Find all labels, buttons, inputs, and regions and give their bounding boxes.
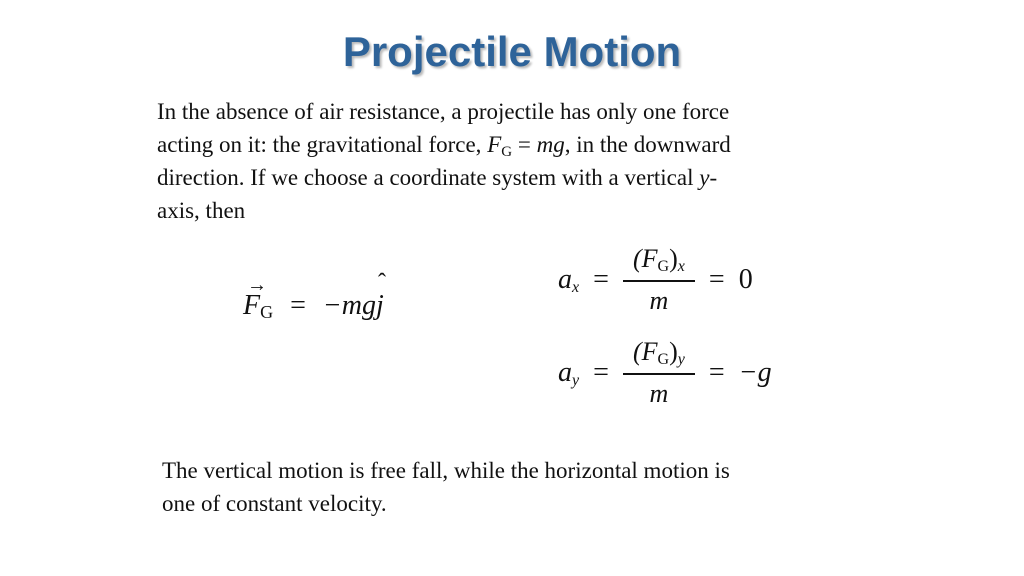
force-vector-equation: → $F_G = -mg$ ˆ j [243, 270, 387, 322]
intro-line-2: acting on it: the gravitational force, $F_G$ = mg, in the downward [157, 132, 731, 160]
conclusion-line-1: The vertical motion is free fall, while the horizontal motion is [162, 458, 730, 483]
force-vector-symbol: → F [243, 274, 267, 321]
ay-equation: ay = $\frac{(FG)y}{m}$ = −g [558, 337, 772, 408]
page-title: Projectile Motion [342, 28, 682, 75]
intro-line-1: In the absence of air resistance, a projectile has only one force [157, 99, 730, 124]
ax-equation: ax = $\frac{(FG)x}{m}$ = 0 [558, 244, 753, 315]
ax-fraction: $\frac{(FG)x}{m}$ [623, 244, 695, 316]
conclusion-line-2: one of constant velocity. [162, 491, 387, 516]
unit-vector-j: ˆ j [376, 270, 387, 321]
ay-fraction: $\frac{(FG)y}{m}$ [623, 337, 695, 409]
intro-line-4: axis, then [157, 198, 246, 223]
intro-line-3: direction. If we choose a coordinate system with a vertical y- [157, 165, 718, 190]
conclusion-paragraph [162, 454, 862, 520]
intro-paragraph [157, 95, 857, 227]
